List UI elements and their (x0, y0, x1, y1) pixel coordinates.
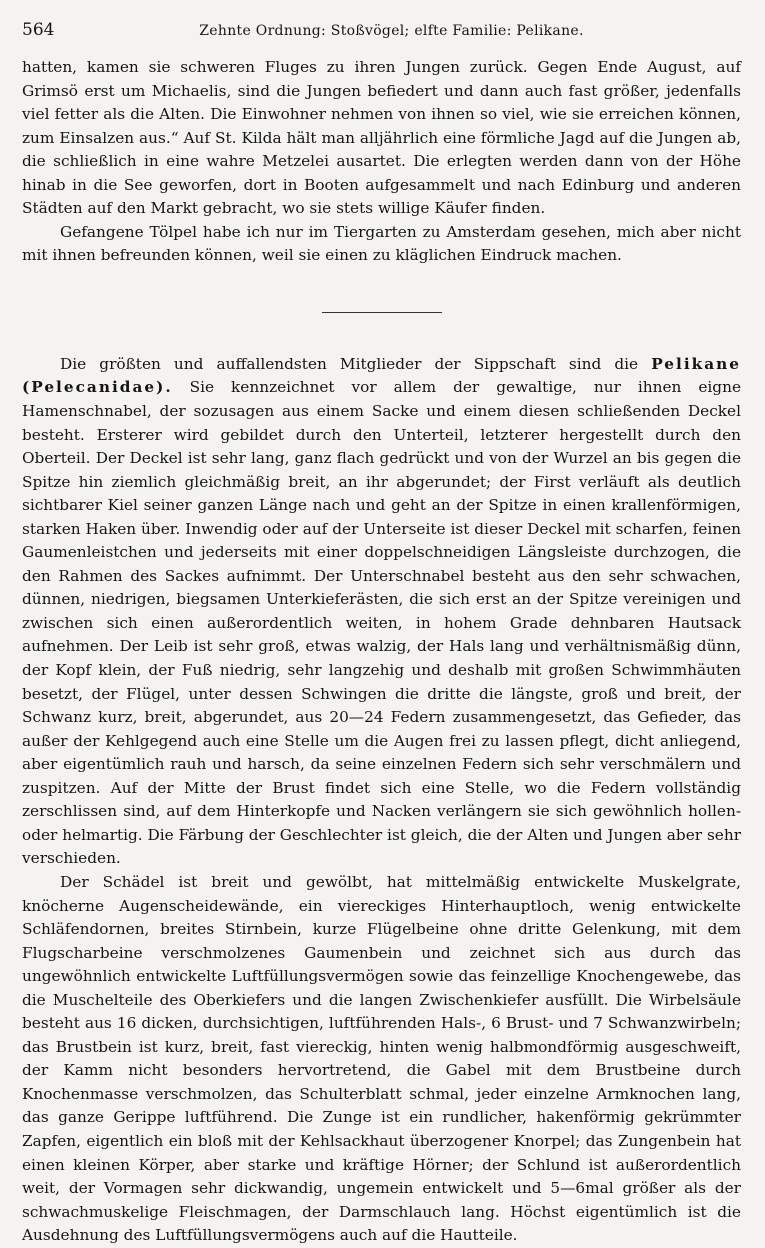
page-header (22, 20, 741, 48)
paragraph-2: Gefangene Tölpel habe ich nur im Tiergarten zu Amsterdam gesehen, mich aber nicht mit ihnen befreunden können, weil sie einen zu kläglichen Eindruck machen. (22, 222, 741, 265)
paragraph-pelicans-intro (22, 353, 741, 871)
text-block-pelicans (22, 353, 741, 1248)
paragraph-anatomy: Der Schädel ist breit und gewölbt, hat mittelmäßig entwickelte Muskelgrate, knöcherne Augenscheidewände, ein viereckiges Hinterhauptloch, wenig entwickelte Schläfendornen, breites Stirnbein, kurze Flügelbeine ohne dritte Gelenkung, mit dem Flugscharbeine verschmolzenes Gaumenbein und zeichnet sich aus durch das ungewöhnlich entwickelte Luftfüllungsvermögen sowie das feinzellige Knochengewebe, das die Muschelteile des Oberkiefers und die langen Zwischenkiefer ausfüllt. Die Wirbelsäule besteht aus 16 dicken, durchsichtigen, luftführenden Hals-, 6 Brust- und 7 Schwanzwirbeln; das Brustbein ist kurz, breit, fast viereckig, hinten wenig halbmondförmig ausgeschweift, der Kamm nicht besonders hervortretend, die Gabel mit dem Brustbeine durch Knochenmasse verschmolzen, das Schulterblatt schmal, jeder einzelne Armknochen lang, das ganze Gerippe luftführend. Die Zunge ist ein rundlicher, hakenförmig gekrümmter Zapfen, eigentlich ein bloß mit der Kehlsackhaut überzogener Knorpel; das Zungenbein hat einen kleinen Körper, aber starke und kräftige Hörner; der Schlund ist außerordentlich weit, der Vormagen sehr dickwandig, ungemein entwickelt und 5—6mal größer als der schwachmuskelige Fleischmagen, der Darmschlauch lang. Höchst eigentümlich ist die Ausdehnung des Luftfüllungsvermögens auch auf die Hautteile. (22, 872, 741, 1245)
family-term: Pelikane (Pelecanidae). (22, 354, 741, 397)
text-block-gannets (22, 56, 741, 268)
paragraph-start: Die größten und auffallendsten Mitglieder der Sippschaft sind die (60, 354, 652, 373)
paragraph-1: hatten, kamen sie schweren Fluges zu ihren Jungen zurück. Gegen Ende August, auf Grimsö erst um Michaelis, sind die Jungen befiedert und dann auch fast größer, jedenfalls viel fetter als die Alten. Die Einwohner nehmen von ihnen so viel, wie sie erreichen können, zum Einsalzen aus.“ Auf St. Kilda hält man alljährlich eine förmliche Jagd auf die Jungen ab, die schließlich in eine wahre Metzelei ausartet. Die erlegten werden dann von der Höhe hinab in die See geworfen, dort in Booten aufgesammelt und nach Edinburg und anderen Städten auf den Markt gebracht, wo sie stets willige Käufer finden. (22, 58, 741, 218)
section-divider (322, 312, 442, 313)
running-head: Zehnte Ordnung: Stoßvögel; elfte Familie: Pelikane. (199, 23, 584, 39)
page-number: 564 (22, 20, 55, 40)
paragraph-rest: Sie kennzeichnet vor allem der gewaltige, nur ihnen eigne Hamenschnabel, der sozusagen aus einem Sacke und einem diesen schließenden Deckel besteht. Ersterer wird gebildet durch den Unterteil, letzterer hergestellt durch den Oberteil. Der Deckel ist sehr lang, ganz flach gedrückt und von der Wurzel an bis gegen die Spitze hin ziemlich gleichmäßig breit, an ihr abgerundet; der First verläuft als deutlich sichtbarer Kiel seiner ganzen Länge nach und geht an der Spitze in einen krallenförmigen, starken Haken über. Inwendig oder auf der Unterseite ist dieser Deckel mit scharfen, feinen Gaumenleistchen und jederseits mit einer doppelschneidigen Längsleiste durchzogen, die den Rahmen des Sackes aufnimmt. Der Unterschnabel besteht aus den sehr schwachen, dünnen, niedrigen, biegsamen Unterkieferästen, die sich erst an der Spitze vereinigen und zwischen sich einen außerordentlich weiten, in hohem Grade dehnbaren Hautsack aufnehmen. Der Leib ist sehr groß, etwas walzig, der Hals lang und verhältnismäßig dünn, der Kopf klein, der Fuß niedrig, sehr langzehig und deshalb mit großen Schwimmhäuten besetzt, der Flügel, unter dessen Schwingen die dritte die längste, groß und breit, der Schwanz kurz, breit, abgerundet, aus 20—24 Federn zusammengesetzt, das Gefieder, das außer der Kehlgegend auch eine Stelle um die Augen frei zu lassen pflegt, dicht anliegend, aber eigentümlich rauh und harsch, da seine einzelnen Federn sich sehr verschmälern und zuspitzen. Auf der Mitte der Brust findet sich eine Stelle, wo die Federn vollständig zerschlissen sind, auf dem Hinterkopfe und Nacken verlängern sie sich gewöhnlich hollen- oder helmartig. Die Färbung der Geschlechter ist gleich, die der Alten und Jungen aber sehr verschieden. (22, 378, 742, 868)
